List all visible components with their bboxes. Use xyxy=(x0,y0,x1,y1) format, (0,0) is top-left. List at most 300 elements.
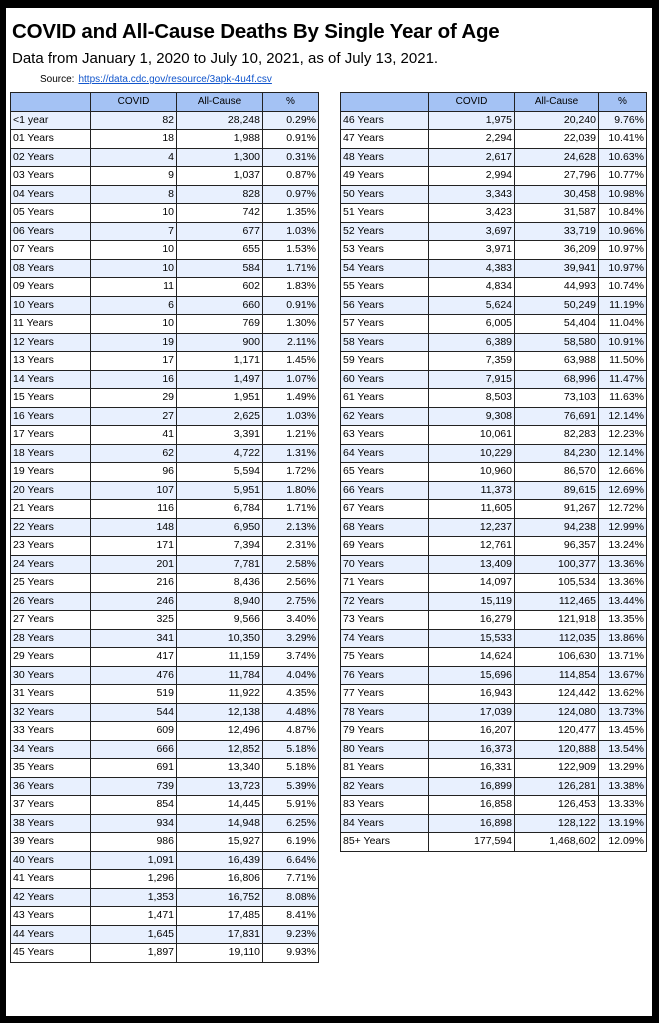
covid-cell: 19 xyxy=(91,333,177,352)
all-cause-cell: 2,625 xyxy=(177,407,263,426)
percent-cell: 5.91% xyxy=(263,796,319,815)
table-row xyxy=(11,944,319,963)
covid-cell: 986 xyxy=(91,833,177,852)
percent-cell: 4.87% xyxy=(263,722,319,741)
all-cause-cell: 44,993 xyxy=(515,278,599,297)
covid-cell: 148 xyxy=(91,518,177,537)
table-row xyxy=(11,278,319,297)
age-cell: 55 Years xyxy=(341,278,429,297)
age-cell: 85+ Years xyxy=(341,833,429,852)
covid-cell: 7,915 xyxy=(429,370,515,389)
percent-cell: 10.84% xyxy=(599,204,647,223)
age-cell: 22 Years xyxy=(11,518,91,537)
all-cause-cell: 1,468,602 xyxy=(515,833,599,852)
percent-cell: 6.25% xyxy=(263,814,319,833)
covid-cell: 519 xyxy=(91,685,177,704)
percent-cell: 5.18% xyxy=(263,740,319,759)
table-row xyxy=(11,648,319,667)
covid-cell: 10,229 xyxy=(429,444,515,463)
table-row xyxy=(341,814,647,833)
covid-cell: 4,383 xyxy=(429,259,515,278)
covid-cell: 62 xyxy=(91,444,177,463)
covid-cell: 82 xyxy=(91,111,177,130)
source-line xyxy=(40,74,272,85)
all-cause-cell: 1,988 xyxy=(177,130,263,149)
deaths-table-left xyxy=(10,92,319,963)
all-cause-cell: 76,691 xyxy=(515,407,599,426)
covid-cell: 1,091 xyxy=(91,851,177,870)
all-cause-cell: 5,951 xyxy=(177,481,263,500)
percent-cell: 0.31% xyxy=(263,148,319,167)
percent-cell: 11.19% xyxy=(599,296,647,315)
all-cause-cell: 11,159 xyxy=(177,648,263,667)
covid-cell: 16 xyxy=(91,370,177,389)
all-cause-cell: 128,122 xyxy=(515,814,599,833)
all-cause-cell: 17,485 xyxy=(177,907,263,926)
age-cell: 74 Years xyxy=(341,629,429,648)
table-row xyxy=(11,389,319,408)
percent-cell: 10.97% xyxy=(599,241,647,260)
age-cell: 02 Years xyxy=(11,148,91,167)
table-row xyxy=(11,851,319,870)
age-cell: 59 Years xyxy=(341,352,429,371)
age-cell: 27 Years xyxy=(11,611,91,630)
source-link[interactable]: https://data.cdc.gov/resource/3apk-4u4f.csv xyxy=(78,74,272,85)
age-cell: 33 Years xyxy=(11,722,91,741)
header-covid: COVID xyxy=(429,93,515,112)
covid-cell: 12,237 xyxy=(429,518,515,537)
covid-cell: 10 xyxy=(91,241,177,260)
table-row xyxy=(341,740,647,759)
table-row xyxy=(341,296,647,315)
covid-cell: 417 xyxy=(91,648,177,667)
table-row xyxy=(341,222,647,241)
percent-cell: 6.64% xyxy=(263,851,319,870)
age-cell: 09 Years xyxy=(11,278,91,297)
table-row xyxy=(341,315,647,334)
age-cell: 56 Years xyxy=(341,296,429,315)
all-cause-cell: 28,248 xyxy=(177,111,263,130)
all-cause-cell: 12,496 xyxy=(177,722,263,741)
all-cause-cell: 602 xyxy=(177,278,263,297)
all-cause-cell: 5,594 xyxy=(177,463,263,482)
all-cause-cell: 120,888 xyxy=(515,740,599,759)
age-cell: 48 Years xyxy=(341,148,429,167)
age-cell: 50 Years xyxy=(341,185,429,204)
percent-cell: 13.62% xyxy=(599,685,647,704)
covid-cell: 11 xyxy=(91,278,177,297)
age-cell: 11 Years xyxy=(11,315,91,334)
header-all-cause: All-Cause xyxy=(515,93,599,112)
age-cell: 45 Years xyxy=(11,944,91,963)
percent-cell: 1.35% xyxy=(263,204,319,223)
age-cell: 54 Years xyxy=(341,259,429,278)
covid-cell: 9,308 xyxy=(429,407,515,426)
age-cell: 73 Years xyxy=(341,611,429,630)
source-label: Source: xyxy=(40,74,75,85)
table-row xyxy=(11,814,319,833)
age-cell: 78 Years xyxy=(341,703,429,722)
table-row xyxy=(11,722,319,741)
age-cell: 07 Years xyxy=(11,241,91,260)
table-row xyxy=(11,352,319,371)
covid-cell: 246 xyxy=(91,592,177,611)
covid-cell: 116 xyxy=(91,500,177,519)
covid-cell: 201 xyxy=(91,555,177,574)
covid-cell: 15,533 xyxy=(429,629,515,648)
age-cell: 24 Years xyxy=(11,555,91,574)
all-cause-cell: 24,628 xyxy=(515,148,599,167)
table-row xyxy=(341,185,647,204)
table-row xyxy=(341,500,647,519)
percent-cell: 13.36% xyxy=(599,574,647,593)
covid-cell: 10,960 xyxy=(429,463,515,482)
covid-cell: 2,294 xyxy=(429,130,515,149)
covid-cell: 2,617 xyxy=(429,148,515,167)
percent-cell: 6.19% xyxy=(263,833,319,852)
percent-cell: 10.96% xyxy=(599,222,647,241)
all-cause-cell: 96,357 xyxy=(515,537,599,556)
age-cell: 18 Years xyxy=(11,444,91,463)
table-row xyxy=(341,278,647,297)
age-cell: 35 Years xyxy=(11,759,91,778)
percent-cell: 1.71% xyxy=(263,500,319,519)
percent-cell: 1.03% xyxy=(263,407,319,426)
all-cause-cell: 30,458 xyxy=(515,185,599,204)
age-cell: 83 Years xyxy=(341,796,429,815)
all-cause-cell: 89,615 xyxy=(515,481,599,500)
all-cause-cell: 73,103 xyxy=(515,389,599,408)
page-title: COVID and All-Cause Deaths By Single Year of Age xyxy=(12,20,500,43)
table-row xyxy=(341,666,647,685)
percent-cell: 0.91% xyxy=(263,130,319,149)
table-row xyxy=(341,629,647,648)
age-cell: 21 Years xyxy=(11,500,91,519)
percent-cell: 13.67% xyxy=(599,666,647,685)
table-row xyxy=(11,333,319,352)
percent-cell: 3.40% xyxy=(263,611,319,630)
covid-cell: 15,119 xyxy=(429,592,515,611)
table-row xyxy=(11,703,319,722)
table-row xyxy=(11,426,319,445)
table-row xyxy=(341,148,647,167)
covid-cell: 177,594 xyxy=(429,833,515,852)
table-row xyxy=(341,574,647,593)
age-cell: 06 Years xyxy=(11,222,91,241)
covid-cell: 1,975 xyxy=(429,111,515,130)
covid-cell: 8,503 xyxy=(429,389,515,408)
age-cell: 44 Years xyxy=(11,925,91,944)
age-cell: 10 Years xyxy=(11,296,91,315)
all-cause-cell: 120,477 xyxy=(515,722,599,741)
covid-cell: 3,423 xyxy=(429,204,515,223)
all-cause-cell: 1,171 xyxy=(177,352,263,371)
all-cause-cell: 11,922 xyxy=(177,685,263,704)
all-cause-cell: 1,497 xyxy=(177,370,263,389)
percent-cell: 1.30% xyxy=(263,315,319,334)
table-row xyxy=(341,759,647,778)
table-row xyxy=(11,759,319,778)
table-row xyxy=(11,111,319,130)
table-row xyxy=(341,592,647,611)
all-cause-cell: 13,340 xyxy=(177,759,263,778)
age-cell: 51 Years xyxy=(341,204,429,223)
age-cell: 05 Years xyxy=(11,204,91,223)
table-row xyxy=(11,796,319,815)
table-row xyxy=(11,167,319,186)
percent-cell: 12.14% xyxy=(599,407,647,426)
table-row xyxy=(341,463,647,482)
table-row xyxy=(341,796,647,815)
age-cell: 16 Years xyxy=(11,407,91,426)
all-cause-cell: 112,465 xyxy=(515,592,599,611)
all-cause-cell: 12,138 xyxy=(177,703,263,722)
age-cell: 40 Years xyxy=(11,851,91,870)
header-percent: % xyxy=(599,93,647,112)
covid-cell: 691 xyxy=(91,759,177,778)
age-cell: 49 Years xyxy=(341,167,429,186)
percent-cell: 1.45% xyxy=(263,352,319,371)
age-cell: 72 Years xyxy=(341,592,429,611)
all-cause-cell: 105,534 xyxy=(515,574,599,593)
all-cause-cell: 7,394 xyxy=(177,537,263,556)
percent-cell: 13.24% xyxy=(599,537,647,556)
table-row xyxy=(11,481,319,500)
age-cell: 01 Years xyxy=(11,130,91,149)
all-cause-cell: 126,281 xyxy=(515,777,599,796)
percent-cell: 1.83% xyxy=(263,278,319,297)
table-row xyxy=(11,555,319,574)
covid-cell: 17,039 xyxy=(429,703,515,722)
age-cell: 68 Years xyxy=(341,518,429,537)
all-cause-cell: 900 xyxy=(177,333,263,352)
all-cause-cell: 3,391 xyxy=(177,426,263,445)
covid-cell: 13,409 xyxy=(429,555,515,574)
age-cell: 29 Years xyxy=(11,648,91,667)
percent-cell: 11.63% xyxy=(599,389,647,408)
age-cell: 31 Years xyxy=(11,685,91,704)
covid-cell: 16,943 xyxy=(429,685,515,704)
age-cell: 52 Years xyxy=(341,222,429,241)
table-row xyxy=(341,518,647,537)
percent-cell: 5.18% xyxy=(263,759,319,778)
table-header-row xyxy=(11,93,319,112)
percent-cell: 12.14% xyxy=(599,444,647,463)
percent-cell: 8.08% xyxy=(263,888,319,907)
all-cause-cell: 16,806 xyxy=(177,870,263,889)
percent-cell: 8.41% xyxy=(263,907,319,926)
percent-cell: 7.71% xyxy=(263,870,319,889)
age-cell: 14 Years xyxy=(11,370,91,389)
covid-cell: 16,279 xyxy=(429,611,515,630)
table-row xyxy=(341,333,647,352)
covid-cell: 10 xyxy=(91,315,177,334)
age-cell: 37 Years xyxy=(11,796,91,815)
table-row xyxy=(11,370,319,389)
percent-cell: 1.31% xyxy=(263,444,319,463)
all-cause-cell: 15,927 xyxy=(177,833,263,852)
header-age xyxy=(11,93,91,112)
percent-cell: 2.75% xyxy=(263,592,319,611)
percent-cell: 4.48% xyxy=(263,703,319,722)
age-cell: 20 Years xyxy=(11,481,91,500)
table-row xyxy=(341,833,647,852)
all-cause-cell: 63,988 xyxy=(515,352,599,371)
age-cell: 42 Years xyxy=(11,888,91,907)
percent-cell: 2.13% xyxy=(263,518,319,537)
covid-cell: 4,834 xyxy=(429,278,515,297)
covid-cell: 107 xyxy=(91,481,177,500)
percent-cell: 1.21% xyxy=(263,426,319,445)
all-cause-cell: 677 xyxy=(177,222,263,241)
percent-cell: 10.91% xyxy=(599,333,647,352)
percent-cell: 12.09% xyxy=(599,833,647,852)
all-cause-cell: 9,566 xyxy=(177,611,263,630)
age-cell: 79 Years xyxy=(341,722,429,741)
percent-cell: 1.49% xyxy=(263,389,319,408)
table-row xyxy=(11,204,319,223)
covid-cell: 14,097 xyxy=(429,574,515,593)
covid-cell: 96 xyxy=(91,463,177,482)
header-covid: COVID xyxy=(91,93,177,112)
age-cell: 12 Years xyxy=(11,333,91,352)
all-cause-cell: 17,831 xyxy=(177,925,263,944)
header-age xyxy=(341,93,429,112)
all-cause-cell: 769 xyxy=(177,315,263,334)
table-row xyxy=(11,185,319,204)
table-row xyxy=(341,130,647,149)
table-row xyxy=(341,111,647,130)
covid-cell: 325 xyxy=(91,611,177,630)
age-cell: 25 Years xyxy=(11,574,91,593)
all-cause-cell: 828 xyxy=(177,185,263,204)
covid-cell: 10,061 xyxy=(429,426,515,445)
percent-cell: 11.47% xyxy=(599,370,647,389)
table-row xyxy=(11,870,319,889)
covid-cell: 6,005 xyxy=(429,315,515,334)
covid-cell: 17 xyxy=(91,352,177,371)
age-cell: 47 Years xyxy=(341,130,429,149)
percent-cell: 2.31% xyxy=(263,537,319,556)
percent-cell: 5.39% xyxy=(263,777,319,796)
covid-cell: 854 xyxy=(91,796,177,815)
covid-cell: 3,697 xyxy=(429,222,515,241)
all-cause-cell: 20,240 xyxy=(515,111,599,130)
percent-cell: 12.23% xyxy=(599,426,647,445)
all-cause-cell: 8,436 xyxy=(177,574,263,593)
all-cause-cell: 68,996 xyxy=(515,370,599,389)
percent-cell: 10.74% xyxy=(599,278,647,297)
percent-cell: 12.99% xyxy=(599,518,647,537)
age-cell: 46 Years xyxy=(341,111,429,130)
covid-cell: 11,373 xyxy=(429,481,515,500)
all-cause-cell: 112,035 xyxy=(515,629,599,648)
covid-cell: 16,331 xyxy=(429,759,515,778)
all-cause-cell: 100,377 xyxy=(515,555,599,574)
covid-cell: 1,353 xyxy=(91,888,177,907)
all-cause-cell: 50,249 xyxy=(515,296,599,315)
percent-cell: 3.74% xyxy=(263,648,319,667)
percent-cell: 1.80% xyxy=(263,481,319,500)
table-row xyxy=(341,204,647,223)
covid-cell: 16,207 xyxy=(429,722,515,741)
table-row xyxy=(341,648,647,667)
percent-cell: 1.03% xyxy=(263,222,319,241)
table-row xyxy=(11,537,319,556)
percent-cell: 12.66% xyxy=(599,463,647,482)
age-cell: 30 Years xyxy=(11,666,91,685)
age-cell: 77 Years xyxy=(341,685,429,704)
covid-cell: 16,898 xyxy=(429,814,515,833)
covid-cell: 934 xyxy=(91,814,177,833)
covid-cell: 41 xyxy=(91,426,177,445)
table-header-row xyxy=(341,93,647,112)
covid-cell: 7 xyxy=(91,222,177,241)
all-cause-cell: 114,854 xyxy=(515,666,599,685)
percent-cell: 13.36% xyxy=(599,555,647,574)
table-row xyxy=(11,611,319,630)
all-cause-cell: 14,445 xyxy=(177,796,263,815)
age-cell: 23 Years xyxy=(11,537,91,556)
table-row xyxy=(341,611,647,630)
covid-cell: 6 xyxy=(91,296,177,315)
percent-cell: 0.97% xyxy=(263,185,319,204)
covid-cell: 341 xyxy=(91,629,177,648)
table-row xyxy=(341,407,647,426)
covid-cell: 1,645 xyxy=(91,925,177,944)
covid-cell: 1,471 xyxy=(91,907,177,926)
table-row xyxy=(341,426,647,445)
table-row xyxy=(11,907,319,926)
age-cell: 41 Years xyxy=(11,870,91,889)
percent-cell: 10.98% xyxy=(599,185,647,204)
all-cause-cell: 655 xyxy=(177,241,263,260)
table-row xyxy=(11,130,319,149)
all-cause-cell: 86,570 xyxy=(515,463,599,482)
all-cause-cell: 106,630 xyxy=(515,648,599,667)
covid-cell: 7,359 xyxy=(429,352,515,371)
all-cause-cell: 1,300 xyxy=(177,148,263,167)
age-cell: 81 Years xyxy=(341,759,429,778)
covid-cell: 216 xyxy=(91,574,177,593)
deaths-table-right xyxy=(340,92,647,852)
table-row xyxy=(11,315,319,334)
percent-cell: 13.86% xyxy=(599,629,647,648)
all-cause-cell: 91,267 xyxy=(515,500,599,519)
header-percent: % xyxy=(263,93,319,112)
all-cause-cell: 121,918 xyxy=(515,611,599,630)
all-cause-cell: 122,909 xyxy=(515,759,599,778)
percent-cell: 13.29% xyxy=(599,759,647,778)
all-cause-cell: 126,453 xyxy=(515,796,599,815)
percent-cell: 4.04% xyxy=(263,666,319,685)
all-cause-cell: 33,719 xyxy=(515,222,599,241)
covid-cell: 10 xyxy=(91,259,177,278)
percent-cell: 10.41% xyxy=(599,130,647,149)
covid-cell: 16,858 xyxy=(429,796,515,815)
table-row xyxy=(11,444,319,463)
percent-cell: 9.23% xyxy=(263,925,319,944)
all-cause-cell: 6,950 xyxy=(177,518,263,537)
age-cell: 19 Years xyxy=(11,463,91,482)
table-row xyxy=(341,259,647,278)
percent-cell: 4.35% xyxy=(263,685,319,704)
table-row xyxy=(11,592,319,611)
covid-cell: 11,605 xyxy=(429,500,515,519)
percent-cell: 2.56% xyxy=(263,574,319,593)
age-cell: 69 Years xyxy=(341,537,429,556)
age-cell: 36 Years xyxy=(11,777,91,796)
